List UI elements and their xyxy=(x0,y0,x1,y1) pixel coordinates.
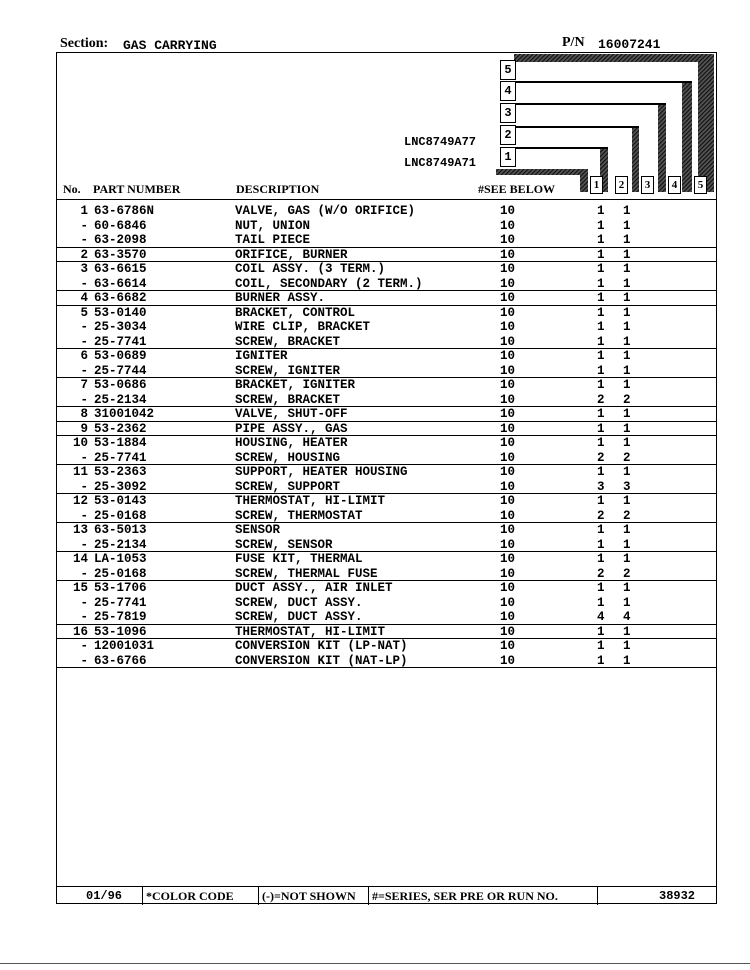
qty-col-1: 2 xyxy=(597,508,605,523)
part-description: SCREW, SUPPORT xyxy=(235,479,341,494)
table-row xyxy=(56,320,717,335)
part-description: SCREW, DUCT ASSY. xyxy=(235,610,363,624)
part-description: SCREW, DUCT ASSY. xyxy=(235,595,363,610)
part-number: 25-7741 xyxy=(94,450,147,465)
qty-col-2: 1 xyxy=(623,320,631,334)
qty-col-2: 1 xyxy=(623,233,631,247)
qty-column-2: 2 xyxy=(615,176,628,194)
qty-col-2: 1 xyxy=(623,653,631,668)
qty-col-2: 1 xyxy=(623,276,631,291)
table-row xyxy=(56,335,717,350)
qty-col-2: 1 xyxy=(623,378,631,392)
part-description: DUCT ASSY., AIR INLET xyxy=(235,581,393,595)
part-number: 63-2098 xyxy=(94,233,147,247)
table-row xyxy=(56,581,717,596)
qty-col-1: 1 xyxy=(597,639,605,653)
part-number: 25-7741 xyxy=(94,595,147,610)
part-description: PIPE ASSY., GAS xyxy=(235,421,348,436)
series-box-1: 1 xyxy=(500,147,516,167)
model-number-a77: LNC8749A77 xyxy=(404,135,477,149)
see-below-code: 10 xyxy=(500,610,516,624)
table-row xyxy=(56,219,717,234)
qty-col-1: 1 xyxy=(597,653,605,668)
table-row xyxy=(56,451,717,466)
qty-col-1: 4 xyxy=(597,610,605,624)
qty-column-3: 3 xyxy=(641,176,654,194)
qty-col-1: 1 xyxy=(597,204,605,218)
part-number: LA-1053 xyxy=(94,552,147,566)
part-description: VALVE, GAS (W/O ORIFICE) xyxy=(235,204,416,218)
item-number: 8 xyxy=(80,407,88,421)
item-number: 1 xyxy=(80,204,88,218)
table-row xyxy=(56,306,717,321)
part-number: 25-3034 xyxy=(94,320,147,334)
section-name: GAS CARRYING xyxy=(123,38,217,53)
item-number: 4 xyxy=(80,291,88,305)
item-number: 6 xyxy=(80,349,88,363)
footer-page-box xyxy=(597,887,718,905)
part-number: 53-1884 xyxy=(94,436,147,450)
item-number: 9 xyxy=(80,421,88,436)
see-below-code: 10 xyxy=(500,305,516,320)
qty-col-2: 1 xyxy=(623,291,631,305)
part-number: 31001042 xyxy=(94,407,155,421)
qty-col-2: 1 xyxy=(623,624,631,639)
table-row xyxy=(56,596,717,611)
item-number: - xyxy=(80,479,88,494)
qty-col-1: 1 xyxy=(597,378,605,392)
part-number: 63-5013 xyxy=(94,523,147,537)
qty-col-1: 1 xyxy=(597,407,605,421)
see-below-code: 10 xyxy=(500,291,516,305)
part-number: 25-0168 xyxy=(94,508,147,523)
qty-col-2: 1 xyxy=(623,305,631,320)
qty-col-2: 1 xyxy=(623,639,631,653)
item-number: 3 xyxy=(80,262,88,276)
table-row xyxy=(56,465,717,480)
footer-bar xyxy=(56,886,717,905)
table-row xyxy=(56,436,717,451)
qty-col-1: 1 xyxy=(597,624,605,639)
qty-col-2: 4 xyxy=(623,610,631,624)
qty-col-2: 1 xyxy=(623,523,631,537)
see-below-code: 10 xyxy=(500,204,516,218)
qty-col-2: 2 xyxy=(623,450,631,465)
part-number-value: 16007241 xyxy=(598,37,661,52)
qty-col-1: 1 xyxy=(597,581,605,595)
table-row xyxy=(56,422,717,437)
part-number: 63-6786N xyxy=(94,204,155,218)
part-description: SCREW, SENSOR xyxy=(235,537,333,552)
part-number: 53-0143 xyxy=(94,494,147,508)
item-number: - xyxy=(80,639,88,653)
qty-col-2: 1 xyxy=(623,334,631,349)
qty-col-2: 2 xyxy=(623,566,631,581)
part-number: 53-1096 xyxy=(94,624,147,639)
qty-col-1: 3 xyxy=(597,479,605,494)
table-row xyxy=(56,567,717,582)
part-description: SENSOR xyxy=(235,523,281,537)
part-description: BRACKET, IGNITER xyxy=(235,378,356,392)
qty-col-2: 1 xyxy=(623,595,631,610)
part-description: COIL ASSY. (3 TERM.) xyxy=(235,262,386,276)
qty-col-2: 1 xyxy=(623,363,631,378)
table-row xyxy=(56,509,717,524)
see-below-code: 10 xyxy=(500,233,516,247)
part-description: CONVERSION KIT (NAT-LP) xyxy=(235,653,408,668)
see-below-code: 10 xyxy=(500,653,516,668)
qty-col-2: 1 xyxy=(623,247,631,262)
part-number: 63-3570 xyxy=(94,247,147,262)
series-box-4: 4 xyxy=(500,81,516,101)
part-number: 63-6682 xyxy=(94,291,147,305)
qty-col-2: 1 xyxy=(623,537,631,552)
part-description: SCREW, THERMAL FUSE xyxy=(235,566,378,581)
part-description: BURNER ASSY. xyxy=(235,291,326,305)
table-row xyxy=(56,393,717,408)
see-below-code: 10 xyxy=(500,247,516,262)
see-below-code: 10 xyxy=(500,320,516,334)
table-row xyxy=(56,364,717,379)
qty-col-1: 1 xyxy=(597,276,605,291)
item-number: - xyxy=(80,537,88,552)
qty-col-1: 1 xyxy=(597,523,605,537)
qty-col-2: 1 xyxy=(623,262,631,276)
series-box-2: 2 xyxy=(500,125,516,145)
see-below-code: 10 xyxy=(500,407,516,421)
item-number: 14 xyxy=(72,552,88,566)
see-below-code: 10 xyxy=(500,552,516,566)
qty-col-1: 1 xyxy=(597,465,605,479)
qty-col-2: 3 xyxy=(623,479,631,494)
see-below-code: 10 xyxy=(500,523,516,537)
part-number-label: P/N xyxy=(562,35,585,50)
item-number: - xyxy=(80,566,88,581)
table-row xyxy=(56,610,717,625)
column-header-no: No. xyxy=(63,182,81,196)
see-below-code: 10 xyxy=(500,595,516,610)
qty-col-1: 1 xyxy=(597,436,605,450)
qty-column-4: 4 xyxy=(668,176,681,194)
part-description: IGNITER xyxy=(235,349,288,363)
qty-col-1: 1 xyxy=(597,320,605,334)
see-below-code: 10 xyxy=(500,581,516,595)
see-below-code: 10 xyxy=(500,450,516,465)
part-number: 25-7741 xyxy=(94,334,147,349)
qty-column-1: 1 xyxy=(590,176,603,194)
qty-col-1: 1 xyxy=(597,334,605,349)
item-number: 5 xyxy=(80,305,88,320)
see-below-code: 10 xyxy=(500,218,516,233)
part-number: 25-2134 xyxy=(94,537,147,552)
table-row xyxy=(56,262,717,277)
item-number: - xyxy=(80,334,88,349)
part-description: BRACKET, CONTROL xyxy=(235,305,356,320)
item-number: - xyxy=(80,392,88,407)
qty-col-2: 1 xyxy=(623,218,631,233)
table-row xyxy=(56,538,717,553)
part-description: HOUSING, HEATER xyxy=(235,436,348,450)
see-below-code: 10 xyxy=(500,276,516,291)
see-below-code: 10 xyxy=(500,566,516,581)
qty-col-2: 1 xyxy=(623,436,631,450)
model-series-bracket xyxy=(496,52,717,202)
item-number: - xyxy=(80,610,88,624)
item-number: - xyxy=(80,450,88,465)
see-below-code: 10 xyxy=(500,421,516,436)
part-description: SUPPORT, HEATER HOUSING xyxy=(235,465,408,479)
table-row xyxy=(56,378,717,393)
part-description: CONVERSION KIT (LP-NAT) xyxy=(235,639,408,653)
qty-col-1: 1 xyxy=(597,247,605,262)
see-below-code: 10 xyxy=(500,639,516,653)
see-below-code: 10 xyxy=(500,537,516,552)
part-description: FUSE KIT, THERMAL xyxy=(235,552,363,566)
item-number: - xyxy=(80,508,88,523)
part-number: 25-0168 xyxy=(94,566,147,581)
page-bottom-rule xyxy=(0,963,750,964)
column-header-description: DESCRIPTION xyxy=(236,182,320,196)
part-number: 53-2363 xyxy=(94,465,147,479)
see-below-code: 10 xyxy=(500,436,516,450)
qty-column-5: 5 xyxy=(694,176,707,194)
header-rule xyxy=(56,199,717,200)
item-number: 15 xyxy=(72,581,88,595)
part-number: 53-0689 xyxy=(94,349,147,363)
item-number: - xyxy=(80,595,88,610)
qty-col-2: 2 xyxy=(623,392,631,407)
qty-col-2: 1 xyxy=(623,204,631,218)
qty-col-1: 2 xyxy=(597,392,605,407)
item-number: - xyxy=(80,363,88,378)
see-below-code: 10 xyxy=(500,508,516,523)
footer-not-shown: (-)=NOT SHOWN xyxy=(258,887,356,905)
table-row xyxy=(56,654,717,669)
see-below-code: 10 xyxy=(500,494,516,508)
see-below-code: 10 xyxy=(500,392,516,407)
part-description: THERMOSTAT, HI-LIMIT xyxy=(235,494,386,508)
item-number: 12 xyxy=(72,494,88,508)
qty-col-2: 1 xyxy=(623,465,631,479)
part-number: 25-2134 xyxy=(94,392,147,407)
footer-series-note: #=SERIES, SER PRE OR RUN NO. xyxy=(368,887,558,905)
qty-col-1: 2 xyxy=(597,566,605,581)
table-row xyxy=(56,407,717,422)
part-number: 12001031 xyxy=(94,639,155,653)
item-number: 2 xyxy=(80,247,88,262)
qty-col-2: 1 xyxy=(623,581,631,595)
table-row xyxy=(56,639,717,654)
see-below-code: 10 xyxy=(500,363,516,378)
part-number: 60-6846 xyxy=(94,218,147,233)
qty-col-1: 1 xyxy=(597,595,605,610)
see-below-code: 10 xyxy=(500,349,516,363)
part-number: 25-3092 xyxy=(94,479,147,494)
qty-col-1: 1 xyxy=(597,218,605,233)
item-number: - xyxy=(80,218,88,233)
section-label: Section: xyxy=(60,36,109,51)
part-number: 53-2362 xyxy=(94,421,147,436)
item-number: - xyxy=(80,653,88,668)
table-row xyxy=(56,291,717,306)
qty-col-1: 1 xyxy=(597,291,605,305)
part-description: VALVE, SHUT-OFF xyxy=(235,407,348,421)
part-description: ORIFICE, BURNER xyxy=(235,247,348,262)
qty-col-2: 1 xyxy=(623,421,631,436)
see-below-code: 10 xyxy=(500,624,516,639)
column-header-part-number: PART NUMBER xyxy=(93,182,181,196)
part-description: NUT, UNION xyxy=(235,218,311,233)
table-row xyxy=(56,277,717,292)
part-number: 63-6614 xyxy=(94,276,147,291)
footer-page-number: 38932 xyxy=(659,889,696,903)
part-number: 25-7744 xyxy=(94,363,147,378)
see-below-code: 10 xyxy=(500,479,516,494)
footer-date: 01/96 xyxy=(86,889,123,903)
part-description: COIL, SECONDARY (2 TERM.) xyxy=(235,276,423,291)
part-description: WIRE CLIP, BRACKET xyxy=(235,320,371,334)
table-row xyxy=(56,248,717,263)
qty-col-2: 2 xyxy=(623,508,631,523)
part-description: SCREW, IGNITER xyxy=(235,363,341,378)
part-number: 63-6615 xyxy=(94,262,147,276)
see-below-code: 10 xyxy=(500,334,516,349)
see-below-code: 10 xyxy=(500,378,516,392)
column-header-see-below: #SEE BELOW xyxy=(478,182,556,196)
see-below-code: 10 xyxy=(500,262,516,276)
table-row xyxy=(56,233,717,248)
part-description: SCREW, BRACKET xyxy=(235,334,341,349)
part-number: 53-0140 xyxy=(94,305,147,320)
qty-col-1: 1 xyxy=(597,552,605,566)
qty-col-1: 1 xyxy=(597,349,605,363)
item-number: 16 xyxy=(72,624,88,639)
qty-col-1: 1 xyxy=(597,233,605,247)
table-row xyxy=(56,480,717,495)
series-box-3: 3 xyxy=(500,103,516,123)
part-number: 25-7819 xyxy=(94,610,147,624)
item-number: 11 xyxy=(72,465,88,479)
qty-col-1: 1 xyxy=(597,494,605,508)
qty-col-1: 1 xyxy=(597,537,605,552)
part-description: SCREW, THERMOSTAT xyxy=(235,508,363,523)
qty-col-1: 1 xyxy=(597,421,605,436)
table-row xyxy=(56,349,717,364)
qty-col-1: 1 xyxy=(597,363,605,378)
part-number: 53-0686 xyxy=(94,378,147,392)
parts-table-body xyxy=(56,204,717,668)
part-description: THERMOSTAT, HI-LIMIT xyxy=(235,624,386,639)
item-number: - xyxy=(80,233,88,247)
item-number: 10 xyxy=(72,436,88,450)
part-description: SCREW, BRACKET xyxy=(235,392,341,407)
table-row xyxy=(56,204,717,219)
series-box-5: 5 xyxy=(500,60,516,80)
item-number: 7 xyxy=(80,378,88,392)
footer-color-code: *COLOR CODE xyxy=(142,887,234,905)
table-row xyxy=(56,523,717,538)
part-description: TAIL PIECE xyxy=(235,233,311,247)
item-number: - xyxy=(80,320,88,334)
item-number: - xyxy=(80,276,88,291)
qty-col-2: 1 xyxy=(623,494,631,508)
table-row xyxy=(56,552,717,567)
part-number: 63-6766 xyxy=(94,653,147,668)
part-description: SCREW, HOUSING xyxy=(235,450,341,465)
item-number: 13 xyxy=(72,523,88,537)
qty-col-2: 1 xyxy=(623,552,631,566)
qty-col-2: 1 xyxy=(623,349,631,363)
see-below-code: 10 xyxy=(500,465,516,479)
table-row xyxy=(56,625,717,640)
table-row xyxy=(56,494,717,509)
qty-col-1: 1 xyxy=(597,262,605,276)
qty-col-1: 2 xyxy=(597,450,605,465)
qty-col-1: 1 xyxy=(597,305,605,320)
qty-col-2: 1 xyxy=(623,407,631,421)
model-number-a71: LNC8749A71 xyxy=(404,156,477,170)
part-number: 53-1706 xyxy=(94,581,147,595)
